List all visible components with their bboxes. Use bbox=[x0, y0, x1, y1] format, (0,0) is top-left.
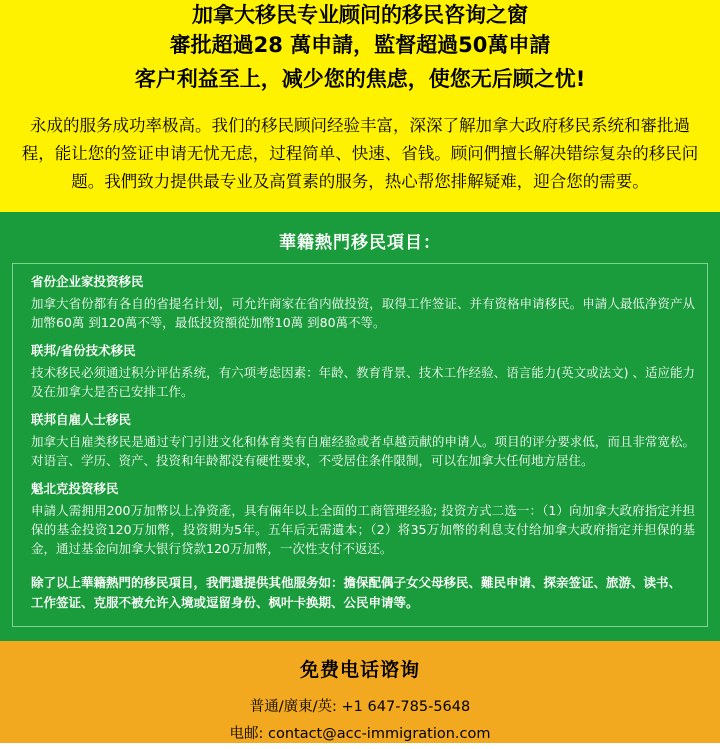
green-section bbox=[0, 212, 720, 641]
banner-headline-2: 審批超過28 萬申請，監督超過50萬申請 bbox=[169, 32, 551, 57]
program-item bbox=[25, 481, 695, 558]
program-title: 联邦/省份技术移民 bbox=[31, 343, 136, 359]
banner-paragraph: 永成的服务成功率极高。我们的移民顾问经验丰富，深深了解加拿大政府移民系统和審批過程，能让您的签证申请无忧无虑，过程简单、快速、省钱。顾问們擅长解决错综复杂的移民问题。我們致力提供最专业及高質素的服务，热心帮您排解疑难，迎合您的需要。 bbox=[21, 116, 699, 192]
green-section-body bbox=[12, 263, 708, 627]
program-item bbox=[25, 412, 695, 470]
program-title: 联邦自雇人士移民 bbox=[31, 412, 132, 428]
yellow-banner bbox=[0, 0, 720, 212]
other-services-text-2: 子女父母移民、難民申请、探亲签证、旅游、读书、 工作签证、克服不被允许入境或逗留身份、枫叶卡换期、公民申请等。 bbox=[31, 574, 682, 611]
footer-title: 免费电话谘询 bbox=[299, 658, 420, 681]
program-title: 省份企业家投资移民 bbox=[31, 274, 144, 290]
banner-headline-3: 客户利益至上，减少您的焦虑，使您无后顾之忧! bbox=[134, 67, 586, 92]
green-section-title: 華籍熱門移民項目： bbox=[279, 233, 441, 254]
footer-email[interactable]: 电邮: contact@acc-immigration.com bbox=[229, 726, 491, 743]
program-text: 加拿大省份都有各自的省提名计划，可允许商家在省内做投资，取得工作签证、并有资格申请移民。申請人最低净资产从加幣60萬 到120萬不等，最低投资額從加幣10萬 到80萬不等。 bbox=[31, 295, 695, 330]
other-services-garbled: 擔保配偶 bbox=[343, 574, 394, 590]
other-services-text-1: 除了以上華籍熱門的移民項目，我們還提供其他服务如： bbox=[31, 574, 344, 590]
orange-footer bbox=[0, 641, 720, 744]
program-text: 加拿大自雇类移民是通过专门引进文化和体育类有自雇经验或者卓越贡献的申请人。项目的评分要求低，而且非常宽松。对语言、学历、资产、投资和年龄都没有硬性要求，不受居住条件限制，可以在加拿大任何地方居住。 bbox=[31, 433, 695, 468]
program-title: 魁北克投资移民 bbox=[31, 481, 119, 497]
other-services-note bbox=[31, 573, 695, 614]
program-text: 技术移民必须通过积分评估系统，有六项考虑因素：年龄、教育背景、技术工作经验、语言能力(英文或法文) 、适应能力及在加拿大是否已安排工作。 bbox=[31, 364, 695, 399]
program-text: 申請人需拥用200万加幣以上净资產，具有倆年以上全面的工商管理经验; 投资方式二选一：（1）向加拿大政府指定并担保的基金投资120万加幣，投资期为5年。五年后无需遺本；（2）将35万加幣的利息支付给加拿大政府指定并担保的基金，通过基金向加拿大银行贷款120万加幣，一次性支付不返还。 bbox=[31, 502, 695, 557]
program-item bbox=[25, 274, 695, 332]
banner-headline-1: 加拿大移民专业顾问的移民咨询之窗 bbox=[192, 3, 528, 27]
program-item bbox=[25, 343, 695, 401]
footer-phone[interactable]: 普通/廣東/英: +1 647-785-5648 bbox=[249, 698, 471, 715]
